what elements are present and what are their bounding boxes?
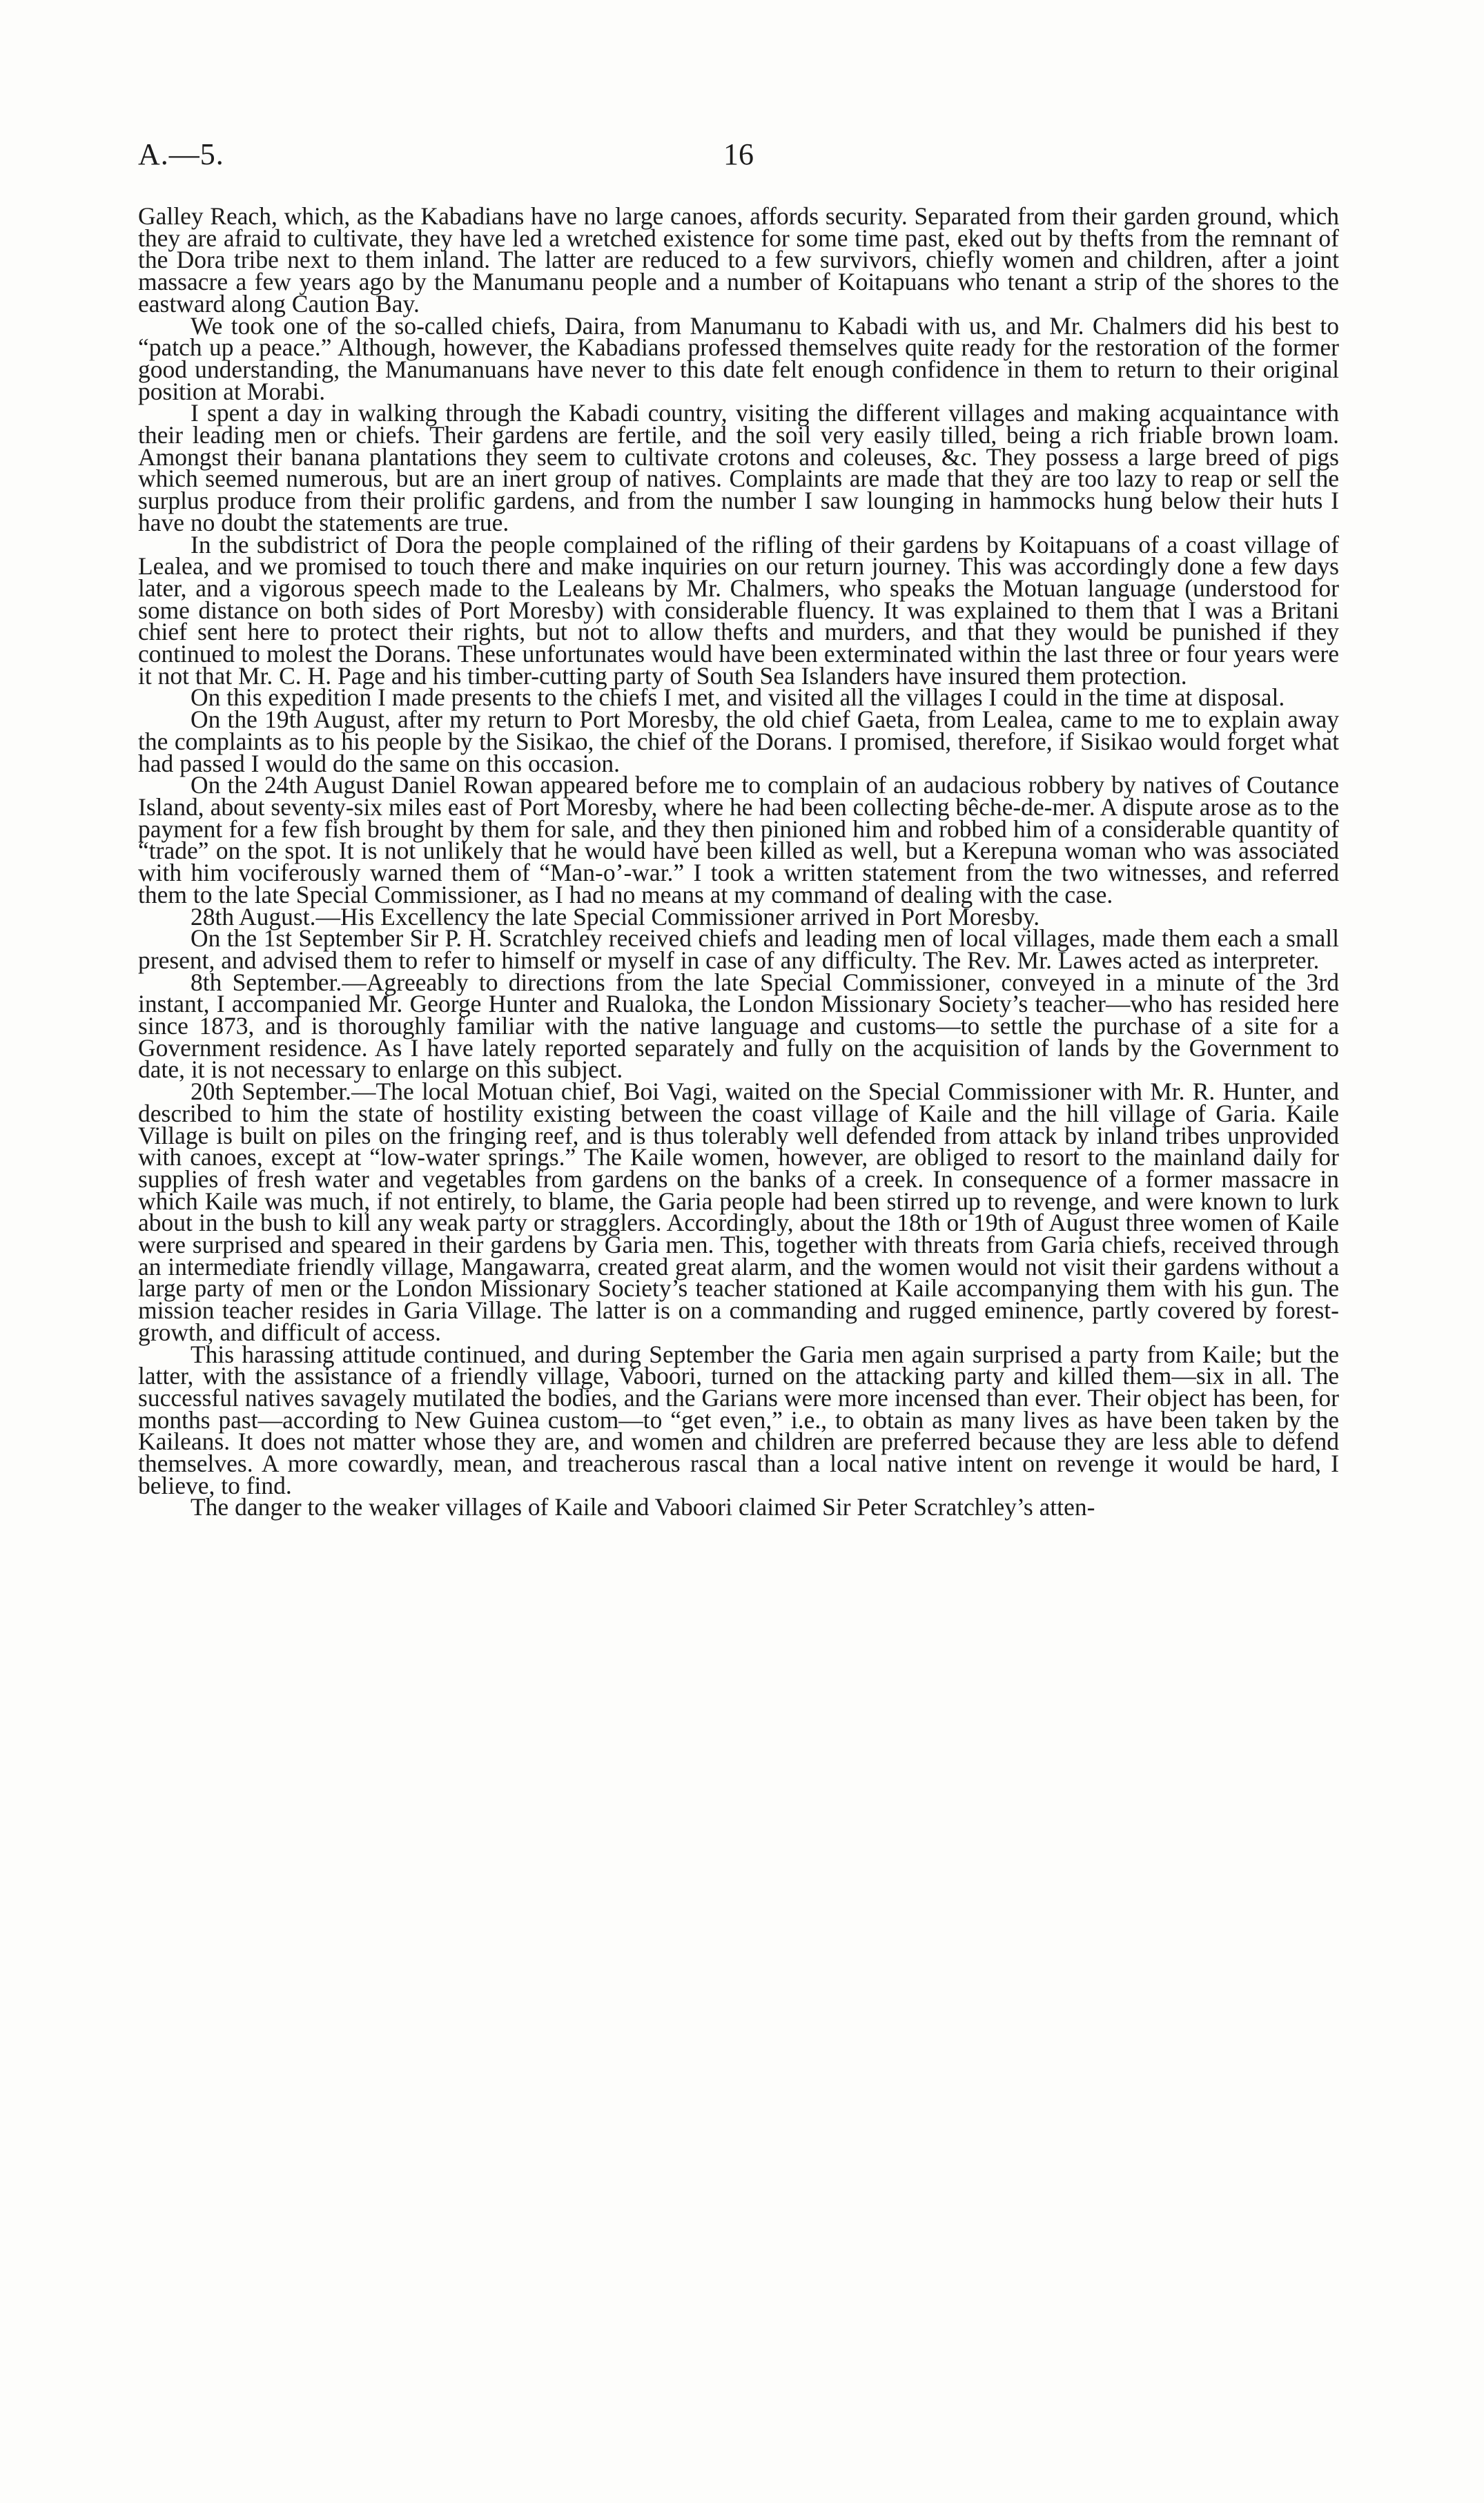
- paragraph-19th-august: On the 19th August, after my return to Port Moresby, the old chief Gaeta, from Lealea, came to me to explain away the complaints as to his people by the Sisikao, the chief of the Dorans. I promised, therefore, if Sisikao would forget what had passed I would do the same on this occasion.: [138, 705, 1339, 777]
- paragraph-danger-weaker-villages: The danger to the weaker villages of Kaile and Vaboori claimed Sir Peter Scratchley’s atten-: [191, 1493, 1095, 1521]
- paragraph-galley-reach: Galley Reach, which, as the Kabadians have no large canoes, affords security. Separated from their garden ground, which they are afraid to cultivate, they have led a wretched existence for some time past, eked out by thefts from the remnant of the Dora tribe next to them inland. The latter are reduced to a few survivors, chiefly women and children, after a joint massacre a few years ago by the Manumanu people and a number of Koitapuans who tenant a strip of the shores to the eastward along Caution Bay.: [138, 202, 1339, 318]
- paragraph-24th-august: On the 24th August Daniel Rowan appeared before me to complain of an audacious robbery by natives of Coutance Island, about seventy-six miles east of Port Moresby, where he had been collecting bêche-de-mer. A dispute arose as to the payment for a few fish brought by them for sale, and they then pinioned him and robbed him of a considerable quantity of “trade” on the spot. It is not unlikely that he would have been killed as well, but a Kerepuna woman who was associated with him vociferously warned them of “Man-o’-war.” I took a written statement from the two witnesses, and referred them to the late Special Commissioner, as I had no means at my command of dealing with the case.: [138, 771, 1339, 908]
- paragraph-1st-september: On the 1st September Sir P. H. Scratchley received chiefs and leading men of local villages, made them each a small present, and advised them to refer to himself or myself in case of any difficulty. The Rev. Mr. Lawes acted as interpreter.: [138, 924, 1339, 974]
- paragraph-expedition-presents: On this expedition I made presents to the chiefs I met, and visited all the villages I could in the time at disposal.: [191, 683, 1285, 712]
- page-header: [138, 137, 1339, 178]
- page-number: 16: [723, 137, 754, 171]
- paragraph-dora-subdistrict: In the subdistrict of Dora the people complained of the rifling of their gardens by Koitapuans of a coast village of Lealea, and we promised to touch there and make inquiries on our return journey. This was accordingly done a few days later, and a vigorous speech made to the Lealeans by Mr. Chalmers, who speaks the Motuan language (understood for some distance on both sides of Port Moresby) with considerable fluency. It was explained to them that I was a Britani chief sent here to protect their rights, but not to allow thefts and murders, and that they would be punished if they continued to molest the Dorans. These unfortunates would have been exterminated within the last three or four years were it not that Mr. C. H. Page and his timber-cutting party of South Sea Islanders have insured them protection.: [138, 530, 1339, 690]
- paragraph-8th-september: 8th September.—Agreeably to directions from the late Special Commissioner, conveyed in a minute of the 3rd instant, I accompanied Mr. George Hunter and Rualoka, the London Missionary Society’s teacher—who has resided here since 1873, and is thoroughly familiar with the native language and customs—to settle the purchase of a site for a Government residence. As I have lately reported separately and fully on the acquisition of lands by the Government to date, it is not necessary to enlarge on this subject.: [138, 968, 1339, 1084]
- paragraph-harassing-attitude: This harassing attitude continued, and during September the Garia men again surprised a party from Kaile; but the latter, with the assistance of a friendly village, Vaboori, turned on the attacking party and killed them—six in all. The successful natives savagely mutilated the bodies, and the Garians were more incensed than ever. Their object has been, for months past—according to New Guinea custom—to “get even,” i.e., to obtain as many lives as have been taken by the Kaileans. It does not matter whose they are, and women and children are preferred because they are less able to defend themselves. A more cowardly, mean, and treacherous rascal than a local native intent on revenge it would be hard, I believe, to find.: [138, 1340, 1339, 1499]
- document-reference: A.—5.: [138, 137, 224, 171]
- paragraph-kabadi-country: I spent a day in walking through the Kabadi country, visiting the different villages and making acquaintance with their leading men or chiefs. Their gardens are fertile, and the soil very easily tilled, being a rich friable brown loam. Amongst their banana plantations they seem to cultivate crotons and coleuses, &c. They possess a large breed of pigs which seemed numerous, but are an inert group of natives. Complaints are made that they are too lazy to reap or sell the surplus produce from their prolific gardens, and from the number I saw lounging in hammocks hung below their huts I have no doubt the statements are true.: [138, 399, 1339, 536]
- body-text: [138, 202, 1339, 1521]
- paragraph-20th-september: 20th September.—The local Motuan chief, Boi Vagi, waited on the Special Commissioner with Mr. R. Hunter, and described to him the state of hostility existing between the coast village of Kaile and the hill village of Garia. Kaile Village is built on piles on the fringing reef, and is thus tolerably well defended from attack by inland tribes unprovided with canoes, except at “low-water springs.” The Kaile women, however, are obliged to resort to the mainland daily for supplies of fresh water and vegetables from gardens on the banks of a creek. In consequence of a former massacre in which Kaile was much, if not entirely, to blame, the Garia people had been stirred up to revenge, and were known to lurk about in the bush to kill any weak party or stragglers. Accordingly, about the 18th or 19th of August three women of Kaile were surprised and speared in their gardens by Garia men. This, together with threats from Garia chiefs, received through an intermediate friendly village, Mangawarra, created great alarm, and the women would not visit their gardens without a large party of men or the London Missionary Society’s teacher stationed at Kaile accompanying them with his gun. The mission teacher resides in Garia Village. The latter is on a commanding and rugged eminence, partly covered by forest-growth, and difficult of access.: [138, 1078, 1339, 1346]
- paragraph-daira: We took one of the so-called chiefs, Daira, from Manumanu to Kabadi with us, and Mr. Chalmers did his best to “patch up a peace.” Although, however, the Kabadians professed themselves quite ready for the restoration of the former good understanding, the Manumanuans have never to this date felt enough confidence in them to return to their original position at Morabi.: [138, 311, 1339, 405]
- paragraph-28th-august: 28th August.—His Excellency the late Special Commissioner arrived in Port Moresby.: [191, 902, 1040, 931]
